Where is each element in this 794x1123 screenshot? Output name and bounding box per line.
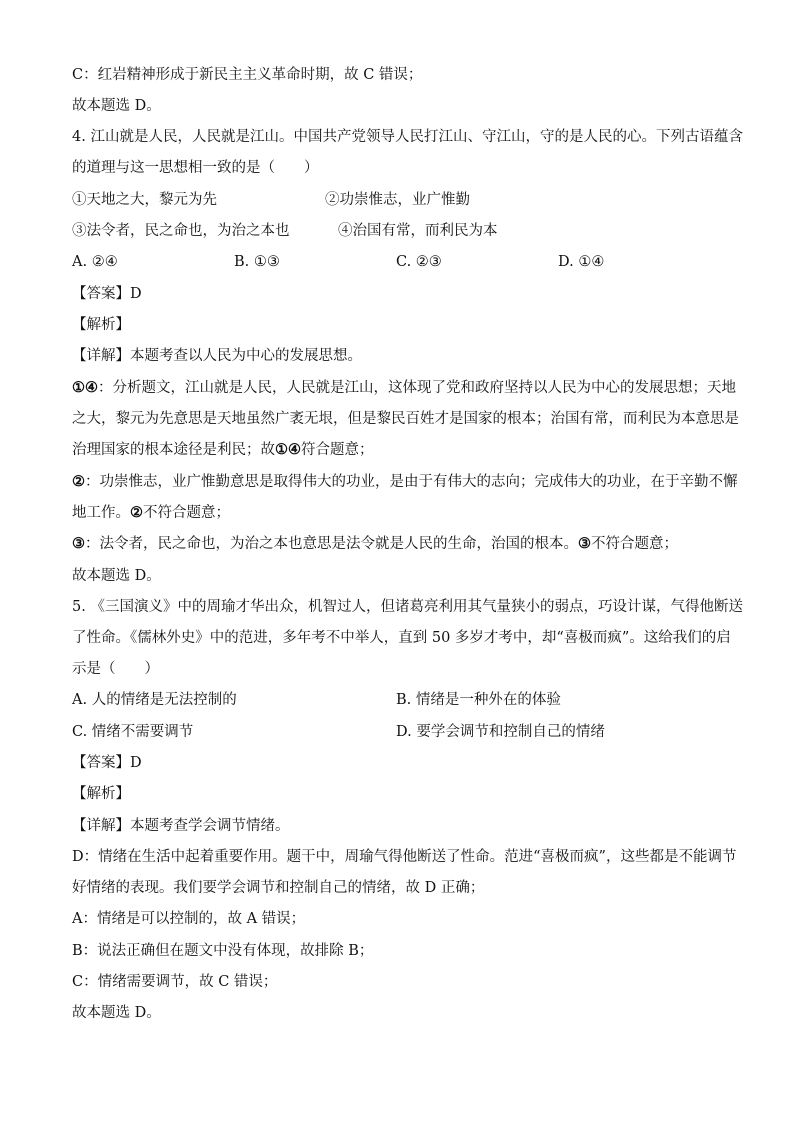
item-marker: ①④ <box>72 379 98 396</box>
q5-option-d: D. 要学会调节和控制自己的情绪 <box>396 724 605 740</box>
q4-explanation-2-line2 <box>72 503 230 523</box>
q4-explanation-1-line3 <box>72 440 374 460</box>
q5-option-c: C. 情绪不需要调节 <box>72 724 194 740</box>
answer-label: 【答案】 <box>72 755 130 771</box>
q4-explanation-1-line1 <box>72 378 736 398</box>
q5-stem-line1: 5. 《三国演义》中的周瑜才华出众，机智过人，但诸葛亮利用其气量狭小的弱点，巧设计谋，气得他断送 <box>72 599 743 615</box>
q4-option-a: A. ②④ <box>72 254 118 270</box>
q5-answer <box>72 753 142 773</box>
item-marker: ③ <box>72 535 85 552</box>
q4-stem-line1: 4. 江山就是人民，人民就是江山。中国共产党领导人民打江山、守江山，守的是人民的心。下列古语蕴含 <box>72 129 743 145</box>
explanation-text: ：分析题文，江山就是人民，人民就是江山，这体现了党和政府坚持以人民为中心的发展思想；天地 <box>98 380 736 396</box>
item-marker: ①④ <box>275 441 301 458</box>
q4-explanation-1-line2: 之大，黎元为先意思是天地虽然广袤无垠，但是黎民百姓才是国家的根本；治国有常，而利民为本意思是 <box>72 411 739 427</box>
answer-label: 【答案】 <box>72 286 130 302</box>
q5-detail: 【详解】本题考查学会调节情绪。 <box>72 818 290 834</box>
q5-option-a: A. 人的情绪是无法控制的 <box>72 692 237 708</box>
q4-option-c: C. ②③ <box>396 254 442 270</box>
q4-option-b: B. ①③ <box>234 254 280 270</box>
item-marker: ② <box>130 504 143 521</box>
q5-stem-line3: 示是（ ） <box>72 661 159 677</box>
explanation-text: 不符合题意； <box>591 536 678 552</box>
q5-conclusion: 故本题选 D。 <box>72 1005 161 1021</box>
q5-explanation-d-line2: 好情绪的表现。我们要学会调节和控制自己的情绪，故 D 正确； <box>72 880 485 896</box>
q4-item-1: ①天地之大，黎元为先 <box>72 192 217 208</box>
explanation-text: 地工作。 <box>72 505 130 521</box>
q4-stem-line2: 的道理与这一思想相一致的是（ ） <box>72 160 319 176</box>
q5-option-b: B. 情绪是一种外在的体验 <box>396 692 561 708</box>
explanation-text: ：法令者，民之命也，为治之本也意思是法令就是人民的生命，治国的根本。 <box>85 536 578 552</box>
q4-item-3: ③法令者，民之命也，为治之本也 <box>72 223 290 239</box>
explanation-text: 符合题意； <box>301 442 374 458</box>
answer-value: D <box>130 286 142 302</box>
prev-explanation-c: C：红岩精神形成于新民主主义革命时期，故 C 错误； <box>72 67 423 83</box>
q5-explanation-b: B：说法正确但在题文中没有体现，故排除 B； <box>72 943 374 959</box>
q4-answer <box>72 284 142 304</box>
item-marker: ③ <box>578 535 591 552</box>
q4-detail: 【详解】本题考查以人民为中心的发展思想。 <box>72 348 362 364</box>
answer-value: D <box>130 755 142 771</box>
q5-explanation-d-line1: D：情绪在生活中起着重要作用。题干中，周瑜气得他断送了性命。范进“喜极而疯”，这些都是不能调节 <box>72 849 737 865</box>
item-marker: ② <box>72 473 85 490</box>
q5-explanation-a: A：情绪是可以控制的，故 A 错误； <box>72 911 306 927</box>
q4-item-2: ②功崇惟志，业广惟勤 <box>325 192 470 208</box>
q4-item-4: ④治国有常，而利民为本 <box>338 223 498 239</box>
explanation-text: ：功崇惟志，业广惟勤意思是取得伟大的功业，是由于有伟大的志向；完成伟大的功业，在于辛勤不懈 <box>85 474 738 490</box>
q5-explanation-c: C：情绪需要调节，故 C 错误； <box>72 974 278 990</box>
q4-explanation-2-line1 <box>72 472 738 492</box>
q4-option-d: D. ①④ <box>558 254 605 270</box>
q5-stem-line2: 了性命。《儒林外史》中的范进，多年考不中举人，直到 50 多岁才考中，却“喜极而疯”。这给我们的启 <box>72 630 731 646</box>
q4-conclusion: 故本题选 D。 <box>72 568 161 584</box>
prev-conclusion: 故本题选 D。 <box>72 98 161 114</box>
q4-analysis-heading: 【解析】 <box>72 317 130 333</box>
q5-analysis-heading: 【解析】 <box>72 786 130 802</box>
explanation-text: 治理国家的根本途径是利民；故 <box>72 442 275 458</box>
q4-explanation-3 <box>72 534 678 554</box>
explanation-text: 不符合题意； <box>143 505 230 521</box>
